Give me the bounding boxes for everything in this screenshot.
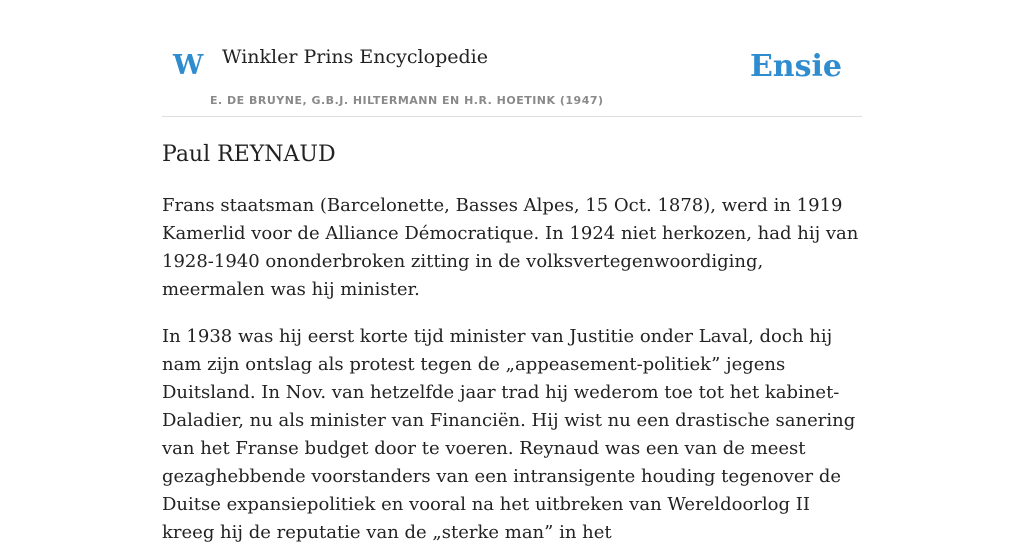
winkler-prins-logo[interactable]: W bbox=[173, 50, 204, 81]
article-paragraph-2: In 1938 was hij eerst korte tijd minister van Justitie onder Laval, doch hij nam zijn ontslag als protest tegen de „appeasement-politiek” jegens Duitsland. In Nov. van hetzelfde jaar trad hij wederom toe tot het kabinet-Daladier, nu als minister van Financiën. Hij wist nu een drastische sanering van het Franse budget door te voeren. Reynaud was een van de meest gezaghebbende voorstanders van een intransigente houding tegenover de Duitse expansiepolitiek en vooral na het uitbreken van Wereldoorlog II kreeg hij de reputatie van de „sterke man” in het bbox=[162, 326, 856, 543]
source-authors: E. DE BRUYNE, G.B.J. HILTERMANN EN H.R. HOETINK (1947) bbox=[210, 94, 604, 107]
source-title[interactable]: Winkler Prins Encyclopedie bbox=[222, 46, 488, 68]
article bbox=[162, 138, 862, 547]
article-paragraph-1: Frans staatsman (Barcelonette, Basses Alpes, 15 Oct. 1878), werd in 1919 Kamerlid voor de Alliance Démocratique. In 1924 niet herkozen, had hij van 1928-1940 ononderbroken zitting in de volksvertegenwoordiging, meermalen was hij minister. bbox=[162, 195, 859, 300]
source-header bbox=[162, 40, 862, 117]
ensie-logo[interactable]: Ensie bbox=[749, 49, 842, 84]
article-title: Paul REYNAUD bbox=[162, 142, 336, 167]
